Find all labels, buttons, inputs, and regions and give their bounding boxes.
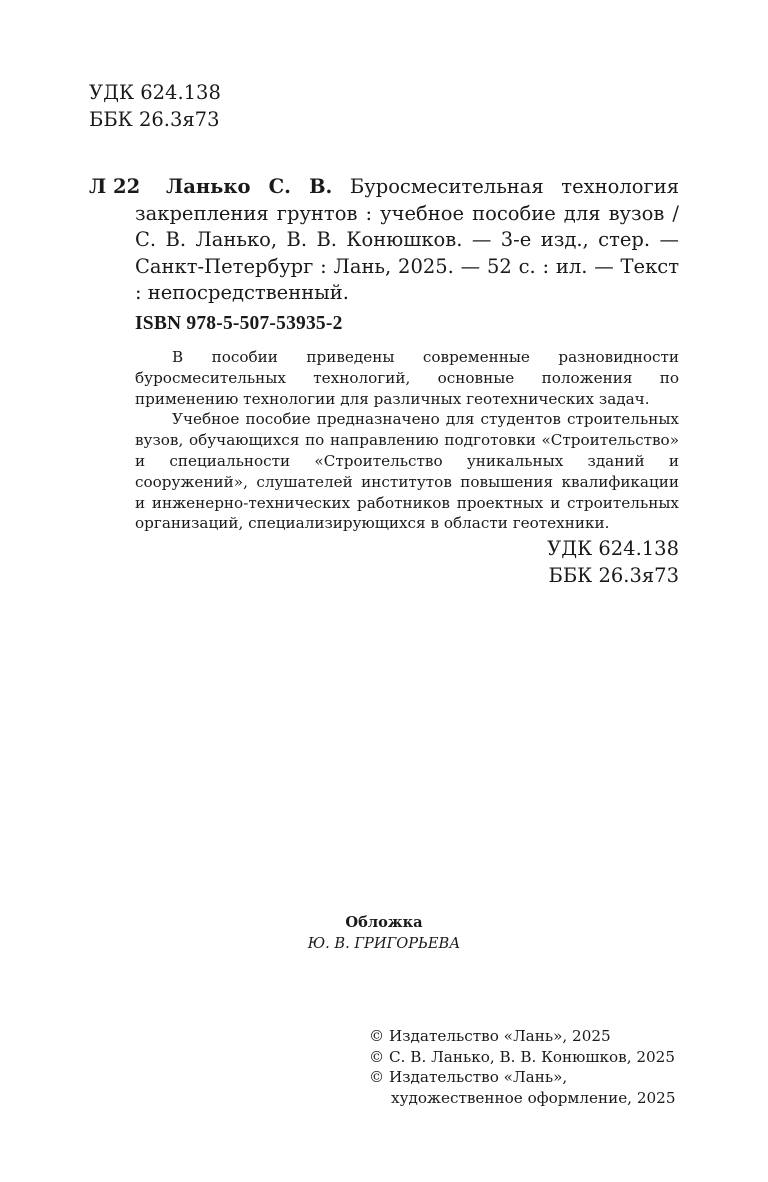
udk-code: УДК 624.138 xyxy=(89,81,221,104)
cover-label: Обложка xyxy=(345,914,423,931)
bibliographic-entry xyxy=(89,174,679,307)
bbk-code: ББК 26.3я73 xyxy=(548,564,679,587)
bibliographic-description xyxy=(135,174,679,307)
author-mark: Л 22 xyxy=(89,175,141,198)
isbn-number: ISBN 978-5-507-53935-2 xyxy=(135,313,343,334)
cover-designer: Ю. В. ГРИГОРЬЕВА xyxy=(307,935,461,952)
copyright-block xyxy=(369,1026,676,1108)
copyright-line: © Издательство «Лань», xyxy=(369,1068,568,1087)
classification-bottom xyxy=(547,535,679,589)
annotation xyxy=(135,347,679,534)
author-name: Ланько С. В. xyxy=(166,175,333,198)
classification-top xyxy=(89,79,221,133)
bbk-code: ББК 26.3я73 xyxy=(89,108,220,131)
copyright-line: художественное оформление, 2025 xyxy=(391,1088,676,1107)
udk-code: УДК 624.138 xyxy=(547,537,679,560)
copyright-line: © Издательство «Лань», 2025 xyxy=(369,1027,611,1045)
description-text: Буросмесительная технология закрепления грунтов : учебное пособие для вузов / С. В. Ланько, В. В. Конюшков. — 3-е изд., стер. — Санкт-Петербург : Лань, 2025. — 52 с. : ил. — Текст : непосредственный. xyxy=(135,175,679,304)
annotation-paragraph: В пособии приведены современные разновидности буросмесительных технологий, основные положения по применению технологии для различных геотехнических задач. xyxy=(135,348,679,408)
copyright-line: © С. В. Ланько, В. В. Конюшков, 2025 xyxy=(369,1047,676,1066)
cover-credit xyxy=(200,912,568,954)
annotation-paragraph: Учебное пособие предназначено для студентов строительных вузов, обучающихся по направлению подготовки «Строительство» и специальности «Строительство уникальных зданий и сооружений», слушателей институтов повышения квалификации и инженерно-технических работников проектных и строительных организаций, специализирующихся в области геотехники. xyxy=(135,410,679,533)
